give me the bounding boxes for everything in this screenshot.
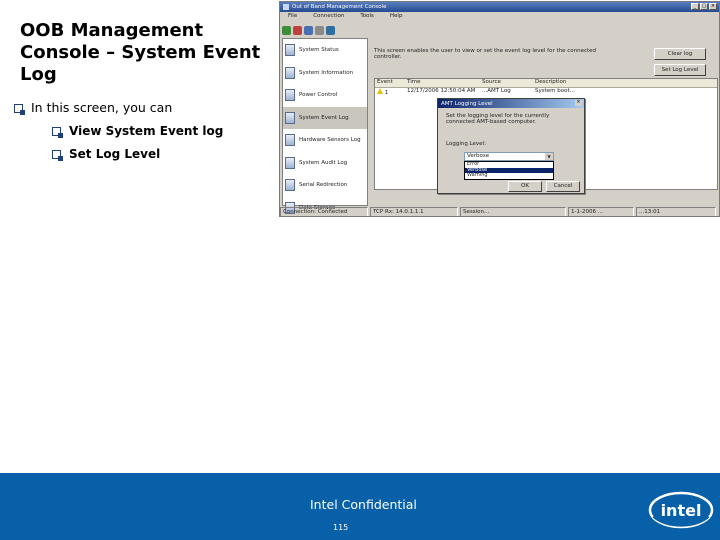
option-error[interactable]: Error — [467, 161, 480, 167]
sidebar-item-system-audit-log[interactable] — [283, 152, 367, 175]
warning-icon — [377, 88, 383, 94]
help-icon[interactable] — [326, 26, 335, 35]
status-connection: Connection: Connected — [280, 207, 368, 217]
sidebar-item-serial-redirection[interactable] — [283, 174, 367, 197]
checkbox-bullet-icon — [52, 150, 61, 159]
table-cell — [375, 88, 405, 97]
sidebar-item-hardware-sensors-log[interactable] — [283, 129, 367, 152]
column-header[interactable]: Time — [407, 79, 421, 85]
bullet-text: In this screen, you can — [31, 100, 173, 115]
power-icon — [285, 89, 295, 101]
window-controls — [690, 3, 717, 10]
intel-logo — [648, 490, 714, 530]
status-time: ...13:01 — [636, 207, 716, 217]
menu-connection[interactable]: Connection — [313, 13, 345, 19]
sidebar-item-power-control[interactable] — [283, 84, 367, 107]
close-icon[interactable]: × — [710, 3, 716, 9]
ok-button[interactable]: OK — [508, 181, 542, 192]
status-address: TCP Rx: 14.0.1.1.1 — [370, 207, 458, 217]
sidebar-item-label: Power Control — [299, 92, 338, 99]
dialog-description: Set the logging level for the currently connected AMT-based computer. — [446, 113, 550, 125]
column-header[interactable]: Event — [377, 79, 393, 85]
slide-title: OOB Management Console – System Event Log — [20, 20, 261, 85]
serial-icon — [285, 179, 295, 191]
clear-log-button[interactable]: Clear log — [654, 48, 706, 60]
sidebar — [282, 38, 368, 211]
window-title: Out of Band Management Console — [292, 4, 387, 10]
bullet-list — [14, 100, 274, 169]
logging-level-label: Logging Level: — [446, 141, 486, 147]
app-icon — [283, 4, 289, 10]
disconnect-icon[interactable] — [293, 26, 302, 35]
event-id: 1 — [384, 90, 389, 96]
chevron-down-icon[interactable]: ▼ — [545, 153, 553, 160]
status-date: 1-1-2006 ... — [568, 207, 634, 217]
sidebar-item-label: System Event Log — [299, 114, 349, 121]
dialog-title-text: AMT Logging Level — [441, 100, 493, 107]
menu-file[interactable]: File — [288, 13, 298, 19]
bullet-text: View System Event log — [69, 124, 224, 138]
table-cell: System boot... — [535, 88, 575, 94]
column-header — [603, 79, 717, 87]
cancel-button[interactable]: Cancel — [546, 181, 580, 192]
status-icon — [285, 44, 295, 56]
info-icon — [285, 67, 295, 79]
close-icon[interactable]: × — [576, 99, 581, 105]
footer-bar — [0, 473, 720, 540]
page-number: 115 — [333, 523, 349, 532]
table-cell: 12/17/2006 12:50:04 AM — [407, 88, 476, 94]
sidebar-item-system-information[interactable] — [283, 62, 367, 85]
option-warning[interactable]: Warning — [467, 172, 488, 178]
sidebar-item-label: System Information — [299, 69, 354, 76]
logging-level-dialog — [437, 98, 585, 194]
sensor-icon — [285, 134, 295, 146]
table-header — [375, 79, 717, 88]
bullet-intro — [14, 100, 274, 116]
sidebar-item-system-event-log[interactable] — [283, 107, 367, 130]
bullet-set-level — [52, 146, 274, 162]
sidebar-item-label: Serial Redirection — [299, 182, 348, 189]
content-description: This screen enables the user to view or set the event log level for the connected controller. — [374, 48, 597, 60]
checkbox-bullet-icon — [52, 127, 61, 136]
checkbox-bullet-icon — [14, 104, 23, 113]
audit-icon — [285, 157, 295, 169]
refresh-icon[interactable] — [304, 26, 313, 35]
console-screenshot — [279, 1, 720, 217]
log-icon — [285, 112, 295, 124]
logo-wordmark: intel — [660, 501, 702, 520]
table-cell: ...AMT Log — [482, 88, 511, 94]
confidential-label: Intel Confidential — [310, 497, 417, 512]
select-value: Verbose — [467, 153, 490, 159]
status-bar — [280, 204, 719, 217]
table-cell — [603, 88, 717, 97]
settings-icon[interactable] — [315, 26, 324, 35]
table-row[interactable] — [375, 88, 717, 97]
option-verbose[interactable]: Verbose — [465, 168, 553, 174]
window-titlebar — [280, 2, 719, 12]
dialog-title — [438, 99, 584, 108]
minimize-icon[interactable]: _ — [691, 3, 699, 10]
status-session: Session... — [460, 207, 566, 217]
logging-level-options — [464, 161, 554, 180]
menu-tools[interactable]: Tools — [360, 13, 374, 19]
sidebar-item-label: Hardware Sensors Log — [299, 137, 361, 144]
connect-icon[interactable] — [282, 26, 291, 35]
set-log-level-button[interactable]: Set Log Level — [654, 64, 706, 76]
menu-help[interactable]: Help — [389, 13, 403, 19]
toolbar — [282, 24, 337, 36]
bullet-view-log — [52, 123, 274, 139]
sidebar-item-label: Data Storage — [299, 204, 336, 211]
logging-level-select[interactable] — [464, 152, 554, 161]
sidebar-item-label: System Status — [299, 47, 339, 54]
column-header[interactable]: Source — [482, 79, 501, 85]
bullet-text: Set Log Level — [69, 147, 161, 161]
sidebar-item-label: System Audit Log — [299, 159, 348, 166]
sidebar-item-system-status[interactable] — [283, 39, 367, 62]
column-header[interactable]: Description — [535, 79, 567, 85]
maximize-icon[interactable]: □ — [701, 3, 707, 9]
menu-bar — [280, 13, 418, 22]
